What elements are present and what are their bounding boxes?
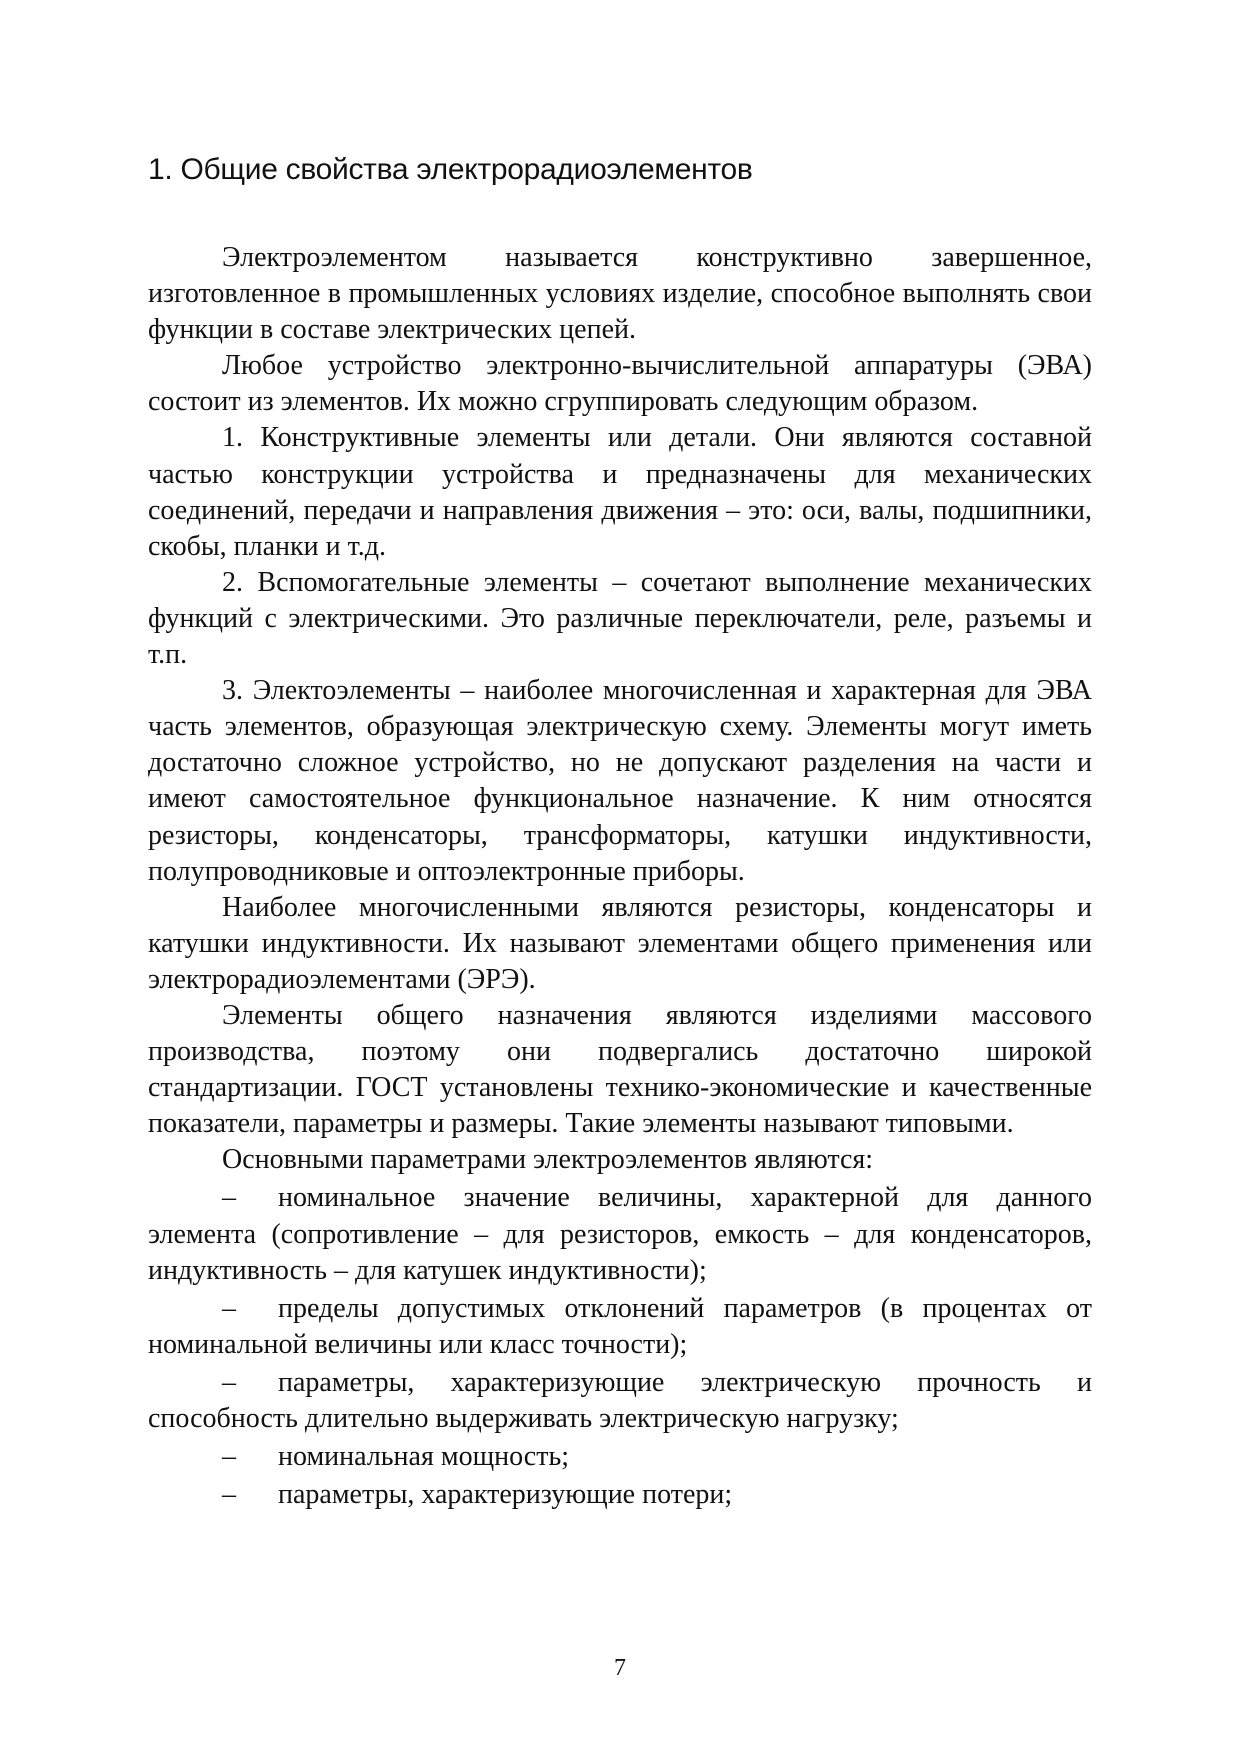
paragraph: Элементы общего назначения являются изделиями массового производства, поэтому они подвергались достаточно широкой стандартизации. ГОСТ установлены технико-экономические и качественные показатели, параметры и размеры. Такие элементы называют типовыми. — [148, 999, 1092, 1140]
list-marker: – — [222, 1366, 236, 1398]
list-marker: – — [222, 1292, 236, 1324]
list-item-text: номинальная мощность; — [278, 1441, 570, 1473]
list-marker: – — [222, 1441, 236, 1473]
paragraph: 3. Электоэлементы – наиболее многочисленная и характерная для ЭВА часть элементов, образующая электрическую схему. Элементы могут иметь достаточно сложное устройство, но не допускают разделения на части и имеют самостоятельное функциональное назначение. К ним относятся резисторы, конденсаторы, трансформаторы, катушки индуктивности, полупроводниковые и оптоэлектронные приборы. — [148, 675, 1092, 887]
list-marker: – — [222, 1182, 236, 1214]
list-item-text: параметры, характеризующие потери; — [278, 1479, 733, 1511]
list-item-text: параметры, характеризующие электрическую прочность и способность длительно выдерживать электрическую нагрузку; — [148, 1366, 1092, 1434]
list-item — [148, 1439, 1092, 1475]
list-item-text: номинальное значение величины, характерной для данного элемента (сопротивление – для резисторов, емкость – для конденсаторов, индуктивность – для катушек индуктивности); — [148, 1182, 1092, 1286]
list-item-text: пределы допустимых отклонений параметров (в процентах от номинальной величины или класс точности); — [148, 1292, 1092, 1360]
paragraph: Основными параметрами электроэлементов являются: — [222, 1144, 874, 1176]
paragraph: 1. Конструктивные элементы или детали. Они являются составной частью конструкции устройства и предназначены для механических соединений, передачи и направления движения – это: оси, валы, подшипники, скобы, планки и т.д. — [148, 422, 1092, 562]
list-item — [148, 1477, 1092, 1513]
list-item — [148, 1180, 1092, 1288]
paragraph: Любое устройство электронно-вычислительной аппаратуры (ЭВА) состоит из элементов. Их можно сгруппировать следующим образом. — [148, 350, 1092, 418]
paragraph: Электроэлементом называется конструктивно завершенное, изготовленное в промышленных условиях изделие, способное выполнять свои функции в составе электрических цепей. — [148, 242, 1092, 346]
paragraph: Наиболее многочисленными являются резисторы, конденсаторы и катушки индуктивности. Их называют элементами общего применения или электрорадиоэлементами (ЭРЭ). — [148, 891, 1092, 995]
section-heading: 1. Общие свойства электрорадиоэлементов — [148, 153, 753, 186]
list-item — [148, 1365, 1092, 1437]
paragraph: 2. Вспомогательные элементы – сочетают выполнение механических функций с электрическими. Это различные переключатели, реле, разъемы и т.п. — [148, 566, 1092, 671]
page-number: 7 — [614, 1655, 626, 1681]
list-marker: – — [222, 1479, 236, 1511]
body-text — [148, 240, 1092, 1513]
document-page — [148, 150, 1092, 1513]
list-item — [148, 1291, 1092, 1363]
